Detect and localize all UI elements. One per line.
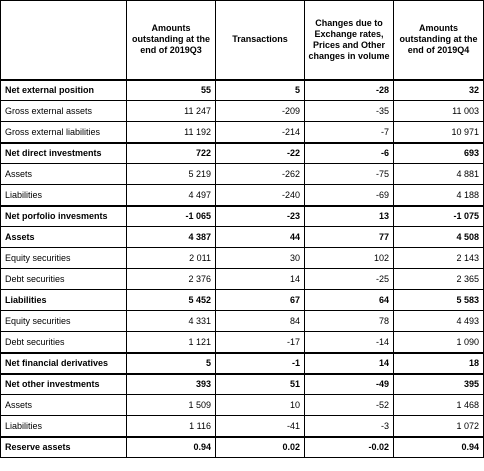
value-other-changes: -49	[305, 374, 394, 395]
value-transactions: -209	[216, 101, 305, 122]
row-label: Liabilities	[1, 290, 127, 311]
value-outstanding-q3: 5 219	[127, 164, 216, 185]
value-outstanding-q3: 1 509	[127, 395, 216, 416]
value-transactions: -214	[216, 122, 305, 143]
table-body	[1, 80, 484, 458]
value-transactions: -41	[216, 416, 305, 437]
value-outstanding-q3: 4 331	[127, 311, 216, 332]
header-corner-cell	[1, 1, 127, 80]
value-outstanding-q4: 5 583	[394, 290, 484, 311]
table-row	[1, 80, 484, 101]
header-row	[1, 1, 484, 80]
value-outstanding-q3: 0.94	[127, 437, 216, 458]
row-label: Liabilities	[1, 416, 127, 437]
value-outstanding-q4: 1 072	[394, 416, 484, 437]
value-other-changes: -3	[305, 416, 394, 437]
value-outstanding-q4: 4 188	[394, 185, 484, 206]
row-label: Net financial derivatives	[1, 353, 127, 374]
table-row	[1, 101, 484, 122]
value-other-changes: 78	[305, 311, 394, 332]
value-other-changes: -35	[305, 101, 394, 122]
table-row	[1, 353, 484, 374]
value-transactions: 30	[216, 248, 305, 269]
value-outstanding-q4: -1 075	[394, 206, 484, 227]
row-label: Equity securities	[1, 311, 127, 332]
table-row	[1, 185, 484, 206]
value-transactions: -22	[216, 143, 305, 164]
value-transactions: 14	[216, 269, 305, 290]
value-outstanding-q3: 4 387	[127, 227, 216, 248]
value-other-changes: -6	[305, 143, 394, 164]
value-other-changes: 64	[305, 290, 394, 311]
value-other-changes: -28	[305, 80, 394, 101]
table-row	[1, 206, 484, 227]
value-transactions: 67	[216, 290, 305, 311]
value-other-changes: 14	[305, 353, 394, 374]
row-label: Gross external assets	[1, 101, 127, 122]
value-outstanding-q3: 2 011	[127, 248, 216, 269]
table-row	[1, 416, 484, 437]
value-other-changes: -14	[305, 332, 394, 353]
table-row	[1, 374, 484, 395]
header-transactions: Transactions	[216, 1, 305, 80]
value-transactions: 10	[216, 395, 305, 416]
row-label: Reserve assets	[1, 437, 127, 458]
value-outstanding-q4: 4 493	[394, 311, 484, 332]
value-transactions: -262	[216, 164, 305, 185]
value-outstanding-q4: 2 143	[394, 248, 484, 269]
header-outstanding-q4: Amounts outstanding at the end of 2019Q4	[394, 1, 484, 80]
value-transactions: -1	[216, 353, 305, 374]
value-other-changes: -69	[305, 185, 394, 206]
table-row	[1, 164, 484, 185]
value-outstanding-q4: 18	[394, 353, 484, 374]
row-label: Net other investments	[1, 374, 127, 395]
value-outstanding-q4: 10 971	[394, 122, 484, 143]
table-row	[1, 227, 484, 248]
value-outstanding-q3: 1 116	[127, 416, 216, 437]
row-label: Gross external liabilities	[1, 122, 127, 143]
row-label: Liabilities	[1, 185, 127, 206]
table-row	[1, 311, 484, 332]
table-row	[1, 290, 484, 311]
row-label: Net external position	[1, 80, 127, 101]
header-outstanding-q3: Amounts outstanding at the end of 2019Q3	[127, 1, 216, 80]
value-outstanding-q4: 395	[394, 374, 484, 395]
row-label: Debt securities	[1, 332, 127, 353]
value-outstanding-q3: 2 376	[127, 269, 216, 290]
value-transactions: -240	[216, 185, 305, 206]
table-row	[1, 122, 484, 143]
value-outstanding-q3: 722	[127, 143, 216, 164]
value-transactions: 0.02	[216, 437, 305, 458]
value-other-changes: -7	[305, 122, 394, 143]
value-other-changes: -52	[305, 395, 394, 416]
row-label: Net direct investments	[1, 143, 127, 164]
table-row	[1, 143, 484, 164]
table-row	[1, 332, 484, 353]
value-transactions: 44	[216, 227, 305, 248]
value-outstanding-q3: 4 497	[127, 185, 216, 206]
table-row	[1, 437, 484, 458]
row-label: Assets	[1, 164, 127, 185]
value-outstanding-q4: 1 090	[394, 332, 484, 353]
value-other-changes: 77	[305, 227, 394, 248]
value-outstanding-q3: 55	[127, 80, 216, 101]
value-other-changes: 102	[305, 248, 394, 269]
value-outstanding-q4: 32	[394, 80, 484, 101]
value-outstanding-q4: 1 468	[394, 395, 484, 416]
table-row	[1, 395, 484, 416]
value-outstanding-q3: 5	[127, 353, 216, 374]
row-label: Assets	[1, 395, 127, 416]
value-outstanding-q4: 4 508	[394, 227, 484, 248]
value-outstanding-q3: 5 452	[127, 290, 216, 311]
value-transactions: 84	[216, 311, 305, 332]
table-row	[1, 269, 484, 290]
value-outstanding-q4: 2 365	[394, 269, 484, 290]
header-other-changes: Changes due to Exchange rates, Prices and Other changes in volume	[305, 1, 394, 80]
value-other-changes: -75	[305, 164, 394, 185]
value-transactions: 5	[216, 80, 305, 101]
row-label: Net porfolio invesments	[1, 206, 127, 227]
value-outstanding-q4: 693	[394, 143, 484, 164]
value-outstanding-q4: 4 881	[394, 164, 484, 185]
value-other-changes: -25	[305, 269, 394, 290]
table-row	[1, 248, 484, 269]
row-label: Assets	[1, 227, 127, 248]
value-outstanding-q3: 393	[127, 374, 216, 395]
value-outstanding-q3: -1 065	[127, 206, 216, 227]
row-label: Debt securities	[1, 269, 127, 290]
value-outstanding-q3: 1 121	[127, 332, 216, 353]
value-transactions: -17	[216, 332, 305, 353]
value-other-changes: 13	[305, 206, 394, 227]
value-other-changes: -0.02	[305, 437, 394, 458]
value-outstanding-q3: 11 192	[127, 122, 216, 143]
value-transactions: -23	[216, 206, 305, 227]
row-label: Equity securities	[1, 248, 127, 269]
value-outstanding-q3: 11 247	[127, 101, 216, 122]
value-transactions: 51	[216, 374, 305, 395]
value-outstanding-q4: 11 003	[394, 101, 484, 122]
value-outstanding-q4: 0.94	[394, 437, 484, 458]
